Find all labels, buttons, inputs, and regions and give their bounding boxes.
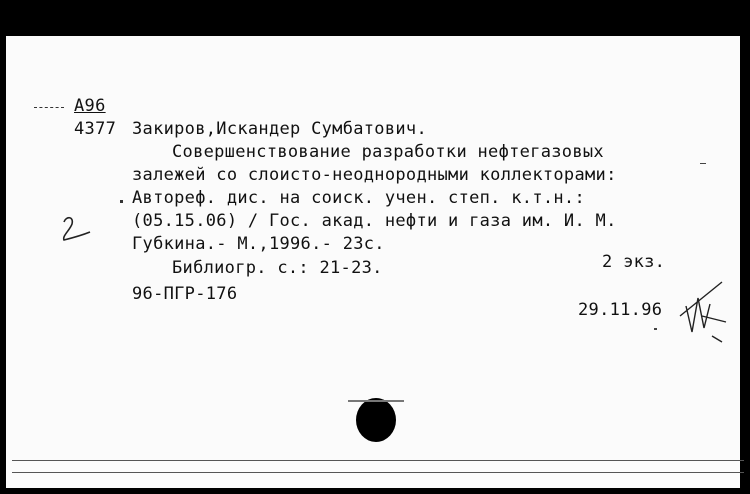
card-number: 4377 [74,119,117,139]
bottom-rule [12,472,744,473]
speck [120,200,123,203]
bottom-rule [12,460,744,461]
author-name: Закиров,Искандер Сумбатович. [132,119,427,139]
registry-code: 96-ПГР-176 [132,284,238,304]
copies-count: 2 экз. [602,252,666,272]
speck [654,328,657,330]
signature-mark [672,276,732,346]
title-line-2: залежей со слоисто-неоднородными коллекторами: [132,165,617,185]
bibliography-note: Библиогр. с.: 21-23. [172,258,383,278]
handwritten-number [58,214,94,244]
title-line-1: Совершенствование разработки нефтегазовых [172,142,604,162]
card-date: 29.11.96 [578,300,663,320]
hole-slot-line [348,400,404,402]
title-line-4: (05.15.06) / Гос. акад. нефти и газа им. И. М. [132,211,617,231]
classification-code: А96 [74,96,106,116]
speck [700,163,706,164]
title-line-3: Автореф. дис. на соиск. учен. степ. к.т.н.: [132,188,585,208]
punch-hole [356,398,396,442]
dash-mark [34,107,64,108]
title-line-5: Губкина.- М.,1996.- 23с. [132,234,385,254]
